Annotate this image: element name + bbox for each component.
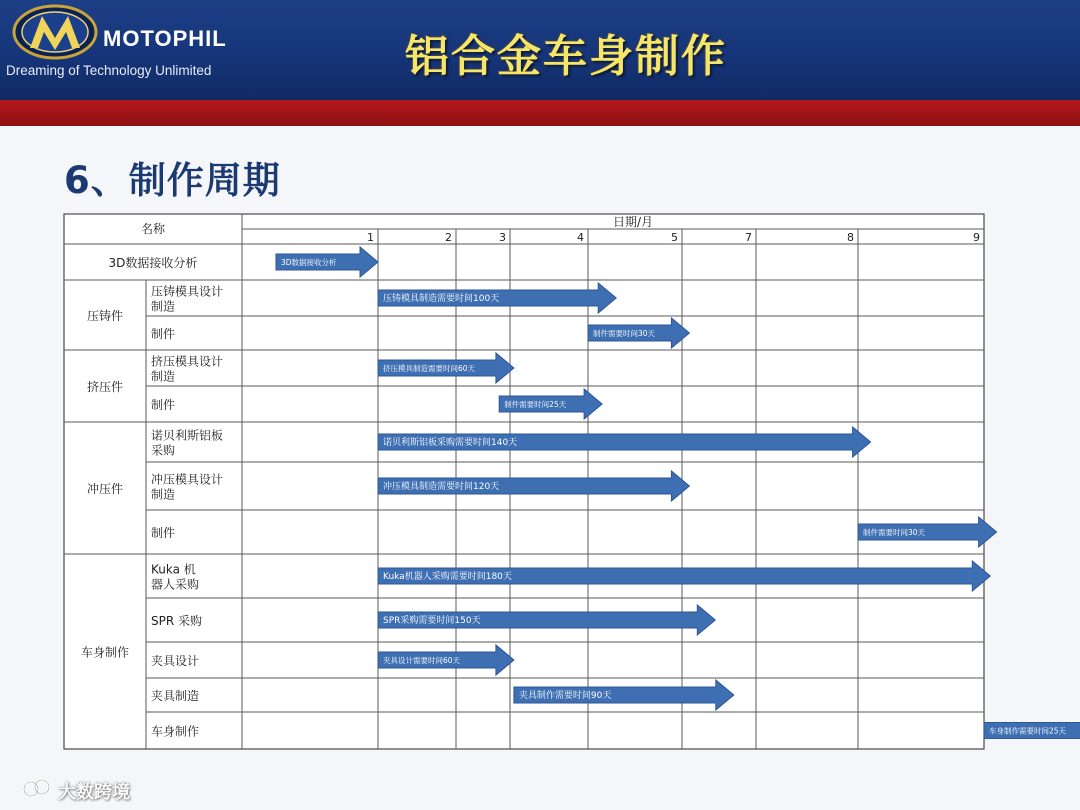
row-name-label: 3D数据接收分析 bbox=[108, 256, 198, 270]
row-name-label: 制件 bbox=[151, 526, 176, 540]
task-arrow-label: 3D数据接收分析 bbox=[281, 258, 337, 267]
month-number-label: 9 bbox=[973, 231, 980, 244]
task-arrow-label: 挤压模具制造需要时间60天 bbox=[383, 364, 476, 373]
month-number-label: 3 bbox=[499, 231, 506, 244]
task-arrow-label: 压铸模具制造需要时间100天 bbox=[383, 294, 500, 304]
row-name-label: 制造 bbox=[151, 299, 176, 314]
row-name-label: SPR 采购 bbox=[151, 614, 203, 628]
row-name-label: 车身制作 bbox=[151, 724, 200, 739]
watermark-logo-icon bbox=[22, 776, 52, 802]
row-name-label: 冲压模具设计 bbox=[151, 472, 224, 487]
row-name-label: 制造 bbox=[151, 487, 176, 502]
group-label: 车身制作 bbox=[80, 645, 130, 660]
row-name-label: 制件 bbox=[151, 327, 176, 341]
row-name-label: 压铸模具设计 bbox=[151, 284, 224, 299]
task-arrow-label: SPR采购需要时间150天 bbox=[383, 616, 481, 626]
row-name-label: 挤压模具设计 bbox=[151, 354, 224, 369]
group-label: 挤压件 bbox=[86, 380, 124, 394]
task-arrow-label: 冲压模具制造需要时间120天 bbox=[383, 482, 500, 492]
row-name-label: 夹具设计 bbox=[151, 654, 200, 668]
group-label: 压铸件 bbox=[86, 309, 124, 323]
month-number-label: 5 bbox=[671, 231, 678, 244]
month-number-label: 1 bbox=[367, 231, 374, 244]
row-name-label: 夹具制造 bbox=[151, 689, 200, 703]
name-column-header: 名称 bbox=[140, 222, 166, 236]
date-column-header: 日期/月 bbox=[612, 215, 654, 229]
month-number-label: 8 bbox=[847, 231, 854, 244]
task-arrow-label: 夹具制作需要时间90天 bbox=[518, 691, 612, 701]
row-name-label: 采购 bbox=[151, 443, 176, 458]
task-arrow-label: 制件需要时间25天 bbox=[504, 400, 567, 409]
row-name-label: 制件 bbox=[151, 398, 176, 412]
task-arrow-label: 诺贝利斯铝板采购需要时间140天 bbox=[383, 438, 518, 448]
month-number-label: 2 bbox=[445, 231, 452, 244]
slide-title: 铝合金车身制作 bbox=[405, 31, 727, 82]
group-label: 冲压件 bbox=[86, 482, 124, 496]
brand-slogan: Dreaming of Technology Unlimited bbox=[6, 63, 212, 78]
month-number-label: 7 bbox=[745, 231, 752, 244]
row-name-label: 器人采购 bbox=[151, 577, 200, 592]
row-name-label: 诺贝利斯铝板 bbox=[151, 428, 224, 443]
task-arrow-label: 制件需要时间30天 bbox=[593, 329, 656, 338]
row-name-label: Kuka 机 bbox=[151, 562, 196, 577]
row-name-label: 制造 bbox=[151, 369, 176, 384]
task-arrow-label: 夹具设计需要时间60天 bbox=[383, 656, 461, 665]
brand-name: MOTOPHIL bbox=[103, 26, 227, 51]
watermark-text: 大数跨境 bbox=[58, 782, 130, 803]
task-arrow-label: Kuka机器人采购需要时间180天 bbox=[383, 572, 512, 582]
section-title: 6、制作周期 bbox=[64, 159, 281, 202]
month-number-label: 4 bbox=[577, 231, 584, 244]
task-arrow-label: 制件需要时间30天 bbox=[863, 528, 926, 537]
task-arrow-label: 车身制作需要时间25天 bbox=[989, 726, 1067, 736]
